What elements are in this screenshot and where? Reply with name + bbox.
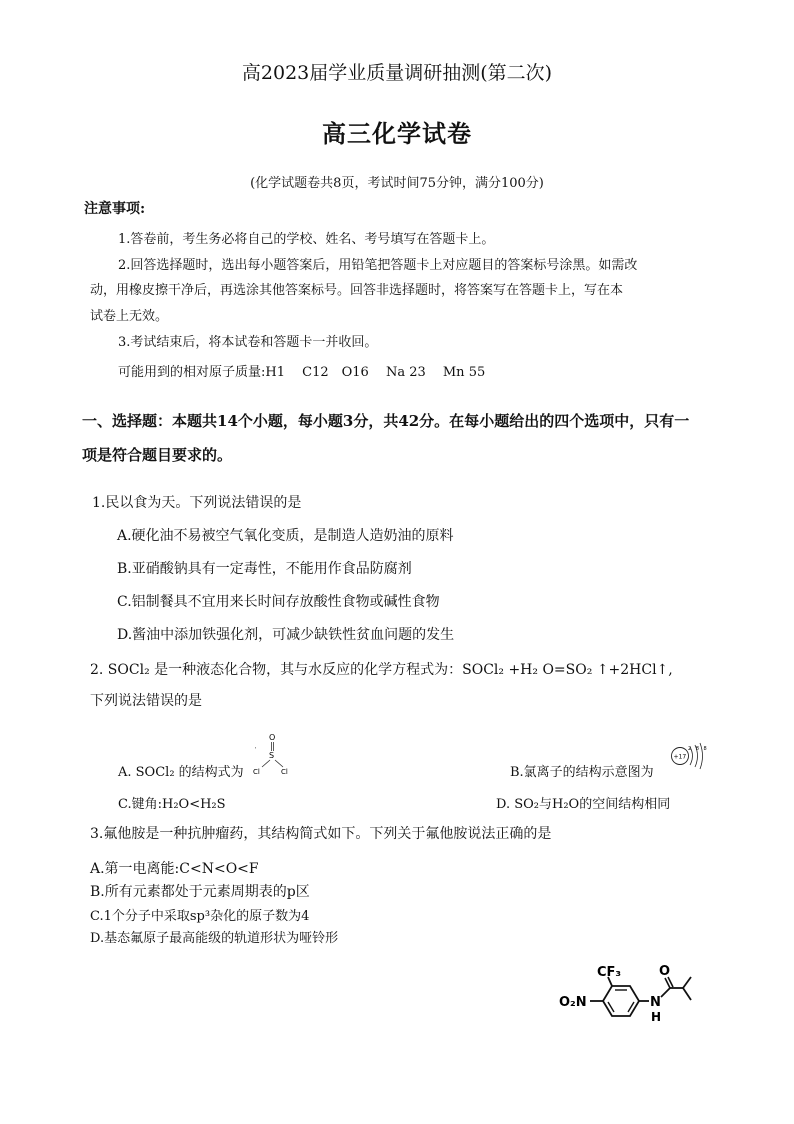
q2-stem-line-2: 下列说法错误的是 [90, 693, 202, 709]
notice-item-3: 3.考试结束后，将本试卷和答题卡一并收回。 [118, 335, 378, 350]
isopropyl-methyl-1 [683, 977, 691, 988]
q2-stem-line-1: 2. SOCl₂ 是一种液态化合物，其与水反应的化学方程式为：SOCl₂ +H₂ O=SO₂ ↑+2HCl↑, [90, 662, 673, 678]
notice-heading: 注意事项: [84, 201, 146, 217]
ion-nucleus-charge: +17 [673, 753, 687, 761]
q3-option-b: B.所有元素都处于元素周期表的p区 [90, 884, 310, 900]
exam-title: 高2023届学业质量调研抽测(第二次) [241, 62, 553, 84]
q3-option-d: D.基态氟原子最高能级的轨道形状为哑铃形 [90, 931, 339, 946]
q3-option-a: A.第一电离能:C<N<O<F [90, 861, 259, 877]
nitrogen-carbonyl-bond [661, 988, 670, 997]
section-1-heading-line-1: 一、选择题：本题共14个小题，每小题3分，共42分。在每小题给出的四个选项中，只有一 [82, 412, 690, 430]
socl2-scl-bond-left [262, 760, 270, 767]
q3-option-c: C.1个分子中采取sp³杂化的原子数为4 [90, 909, 310, 924]
paper-title: 高三化学试卷 [322, 119, 472, 148]
socl2-chlorine-left: Cl [253, 768, 260, 776]
q1-option-a: A.硬化油不易被空气氧化变质，是制造人造奶油的原料 [117, 528, 454, 544]
q3-stem: 3.氟他胺是一种抗肿瘤药，其结构简式如下。下列关于氟他胺说法正确的是 [90, 826, 552, 842]
q2-option-b: B.氯离子的结构示意图为 [510, 765, 654, 780]
carbonyl-oxygen-label: O [659, 964, 671, 979]
socl2-scl-bond-right [275, 760, 283, 767]
q1-option-b: B.亚硝酸钠具有一定毒性，不能用作食品防腐剂 [117, 561, 412, 577]
svg-text:': ' [255, 747, 257, 753]
isopropyl-methyl-2 [683, 988, 691, 1000]
notice-item-2-line-3: 试卷上无效。 [90, 309, 169, 324]
socl2-chlorine-right: Cl [281, 768, 288, 776]
socl2-oxygen-label: O [269, 733, 276, 742]
amide-hydrogen-label: H [651, 1010, 662, 1024]
notice-item-1: 1.答卷前，考生务必将自己的学校、姓名、考号填写在答题卡上。 [118, 232, 495, 247]
cf3-label: CF₃ [597, 965, 622, 980]
q2-option-d: D. SO₂与H₂O的空间结构相同 [496, 797, 671, 812]
notice-item-2-line-2: 动，用橡皮擦干净后，再选涂其他答案标号。回答非选择题时，将答案写在答题卡上，写在本 [90, 283, 624, 298]
q1-option-c: C.铝制餐具不宜用来长时间存放酸性食物或碱性食物 [117, 594, 440, 610]
paper-info: (化学试题卷共8页，考试时间75分钟，满分100分) [250, 176, 544, 191]
q2-option-c: C.键角:H₂O<H₂S [118, 797, 226, 812]
q1-stem: 1.民以食为天。下列说法错误的是 [92, 495, 302, 511]
socl2-structure-formula [252, 732, 292, 776]
q2-option-a: A. SOCl₂ 的结构式为 [118, 765, 244, 780]
section-1-heading-line-2: 项是符合题目要求的。 [82, 446, 233, 464]
amide-nitrogen-label: N [650, 995, 661, 1010]
notice-item-2-line-1: 2.回答选择题时，选出每小题答案后，用铅笔把答题卡上对应题目的答案标号涂黑。如需改 [118, 258, 638, 273]
chloride-ion-structure-diagram [668, 738, 708, 774]
nitro-label: O₂N [559, 995, 587, 1010]
q1-option-d: D.酱油中添加铁强化剂，可减少缺铁性贫血问题的发生 [117, 627, 455, 643]
flutamide-structure [555, 962, 715, 1032]
socl2-sulfur-label: S [269, 751, 275, 760]
relative-atomic-masses: 可能用到的相对原子质量:H1 C12 O16 Na 23 Mn 55 [118, 365, 486, 380]
ion-shell-electrons: 2 8 8 [688, 746, 708, 752]
